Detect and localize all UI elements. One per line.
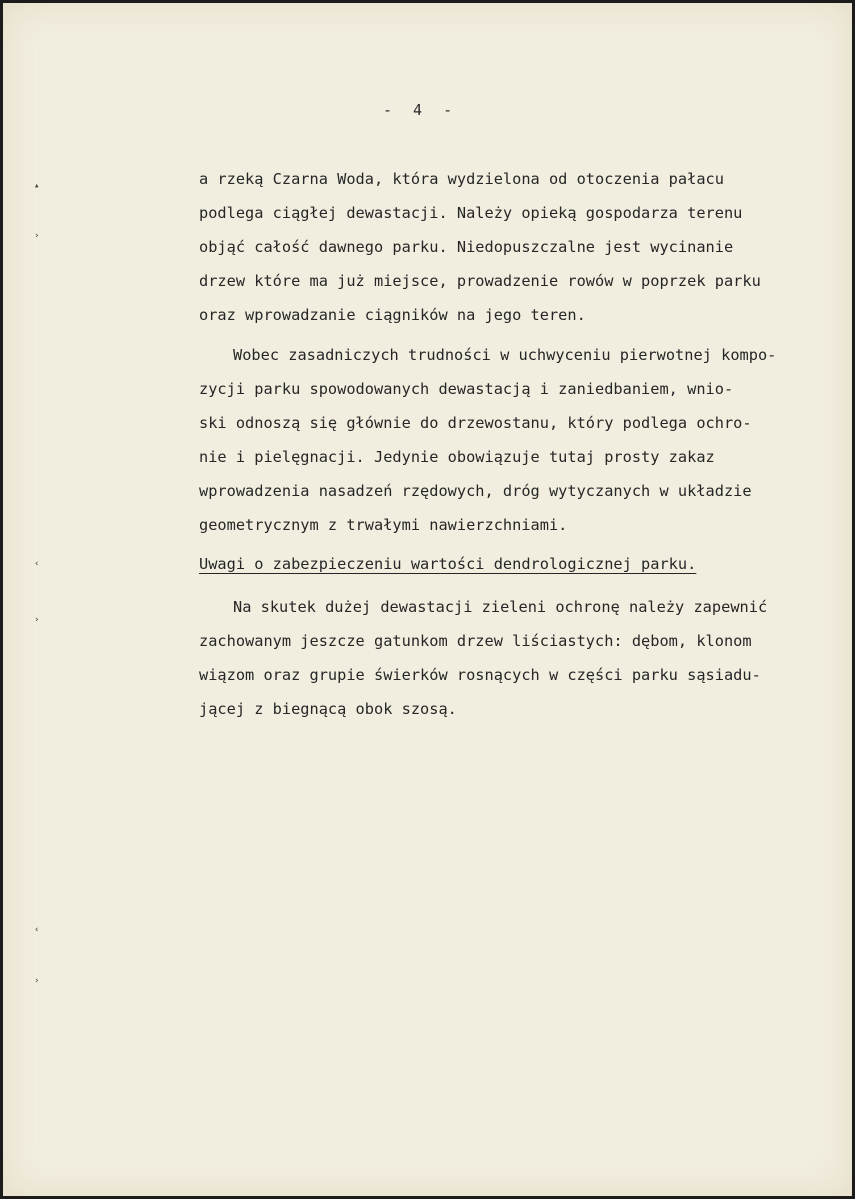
text-line: Na skutek dużej dewastacji zieleni ochronę należy zapewnić [233, 598, 768, 616]
page-number: - 4 - [383, 101, 459, 119]
text-line: drzew które ma już miejsce, prowadzenie rowów w poprzek parku [199, 272, 761, 290]
text-line: podlega ciągłej dewastacji. Należy opieką gospodarza terenu [199, 204, 743, 222]
text-line: jącej z biegnącą obok szosą. [199, 700, 457, 718]
text-line: zachowanym jeszcze gatunkom drzew liściastych: dębom, klonom [199, 632, 752, 650]
margin-mark: ▴ [34, 181, 40, 191]
text-line: oraz wprowadzanie ciągników na jego teren. [199, 306, 586, 324]
text-line: wiązom oraz grupie świerków rosnących w części parku sąsiadu- [199, 666, 761, 684]
margin-mark: ‹ [34, 559, 40, 569]
document-page [3, 3, 852, 1196]
paragraph-3 [199, 590, 849, 726]
text-line: Wobec zasadniczych trudności w uchwyceniu pierwotnej kompo- [233, 346, 777, 364]
margin-mark: › [34, 231, 40, 241]
text-line: nie i pielęgnacji. Jedynie obowiązuje tutaj prosty zakaz [199, 448, 715, 466]
margin-mark: › [34, 615, 40, 625]
paragraph-2 [199, 338, 849, 542]
margin-mark: ‹ [34, 925, 40, 935]
text-line: a rzeką Czarna Woda, która wydzielona od otoczenia pałacu [199, 170, 724, 188]
paragraph-1 [199, 162, 849, 332]
text-line: geometrycznym z trwałymi nawierzchniami. [199, 516, 568, 534]
text-line: ski odnoszą się głównie do drzewostanu, który podlega ochro- [199, 414, 752, 432]
section-heading: Uwagi o zabezpieczeniu wartości dendrologicznej parku. [199, 555, 697, 573]
text-line: objąć całość dawnego parku. Niedopuszczalne jest wycinanie [199, 238, 734, 256]
margin-mark: › [34, 976, 40, 986]
text-line: zycji parku spowodowanych dewastacją i zaniedbaniem, wnio- [199, 380, 734, 398]
text-line: wprowadzenia nasadzeń rzędowych, dróg wytyczanych w układzie [199, 482, 752, 500]
section-heading-block [199, 547, 849, 581]
